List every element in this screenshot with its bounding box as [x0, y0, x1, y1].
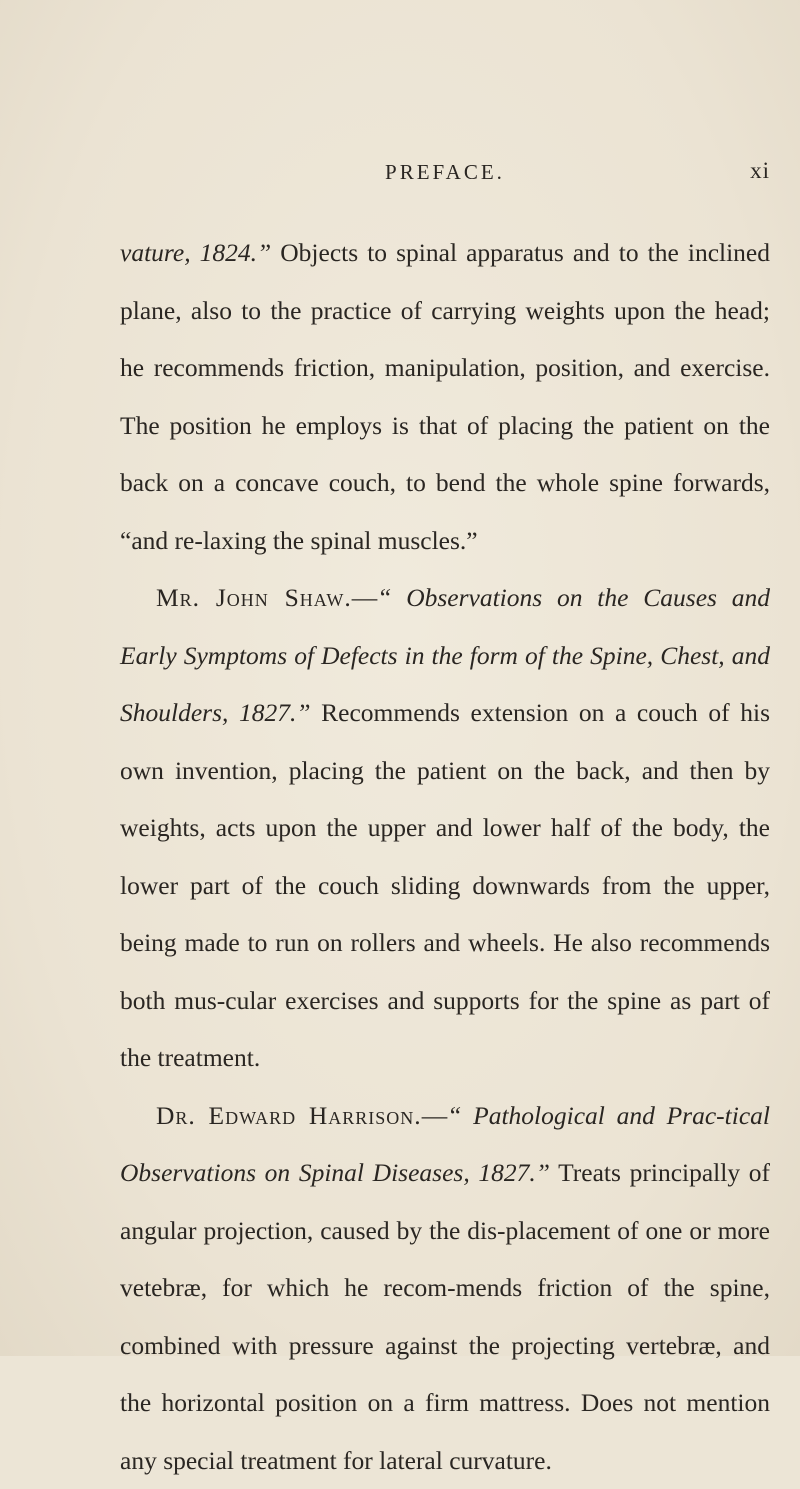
paragraph-1-body: Objects to spinal apparatus and to the inclined plane, also to the practice of carrying weights upon the head; he recommends friction, manipulation, position, and exercise. The position he employs is that of placing the patient on the back on a concave couch, to bend the whole spine forwards, “and re-laxing the spinal muscles.”: [120, 238, 770, 555]
paragraph-1: [120, 224, 770, 569]
paragraph-3-author: Dr. Edward Harrison.: [156, 1101, 422, 1130]
paragraph-2-body: Recommends extension on a couch of his own invention, placing the patient on the back, and then by weights, acts upon the upper and lower half of the body, the lower part of the couch sliding downwards from the upper, being made to run on rollers and wheels. He also recommends both mus-cular exercises and supports for the spine as part of the treatment.: [120, 698, 770, 1072]
paragraph-2-dash: —: [352, 583, 378, 612]
running-title: PREFACE.: [120, 160, 770, 185]
page-number: xi: [750, 158, 770, 184]
paragraph-2-author: Mr. John Shaw.: [156, 583, 352, 612]
paragraph-2-title: “ Observations on the Causes and Early Symptoms of Defects in the form of the Spine, Chest, and Shoulders, 1827.”: [120, 583, 770, 727]
paragraph-3: [120, 1087, 770, 1489]
paragraph-3-dash: —: [422, 1101, 448, 1130]
body-text: [120, 224, 770, 1489]
running-head: [120, 150, 770, 190]
paragraph-2: [120, 569, 770, 1087]
paragraph-1-title-end: vature, 1824.”: [120, 238, 271, 267]
paragraph-3-body: Treats principally of angular projection, caused by the dis-placement of one or more vetebræ, for which he recom-mends friction of the spine, combined with pressure against the projecting vertebræ, and the horizontal position on a firm mattress. Does not mention any special treatment for lateral curvature.: [120, 1158, 770, 1475]
paragraph-3-title: “ Pathological and Prac-tical Observations on Spinal Diseases, 1827.”: [120, 1101, 770, 1188]
